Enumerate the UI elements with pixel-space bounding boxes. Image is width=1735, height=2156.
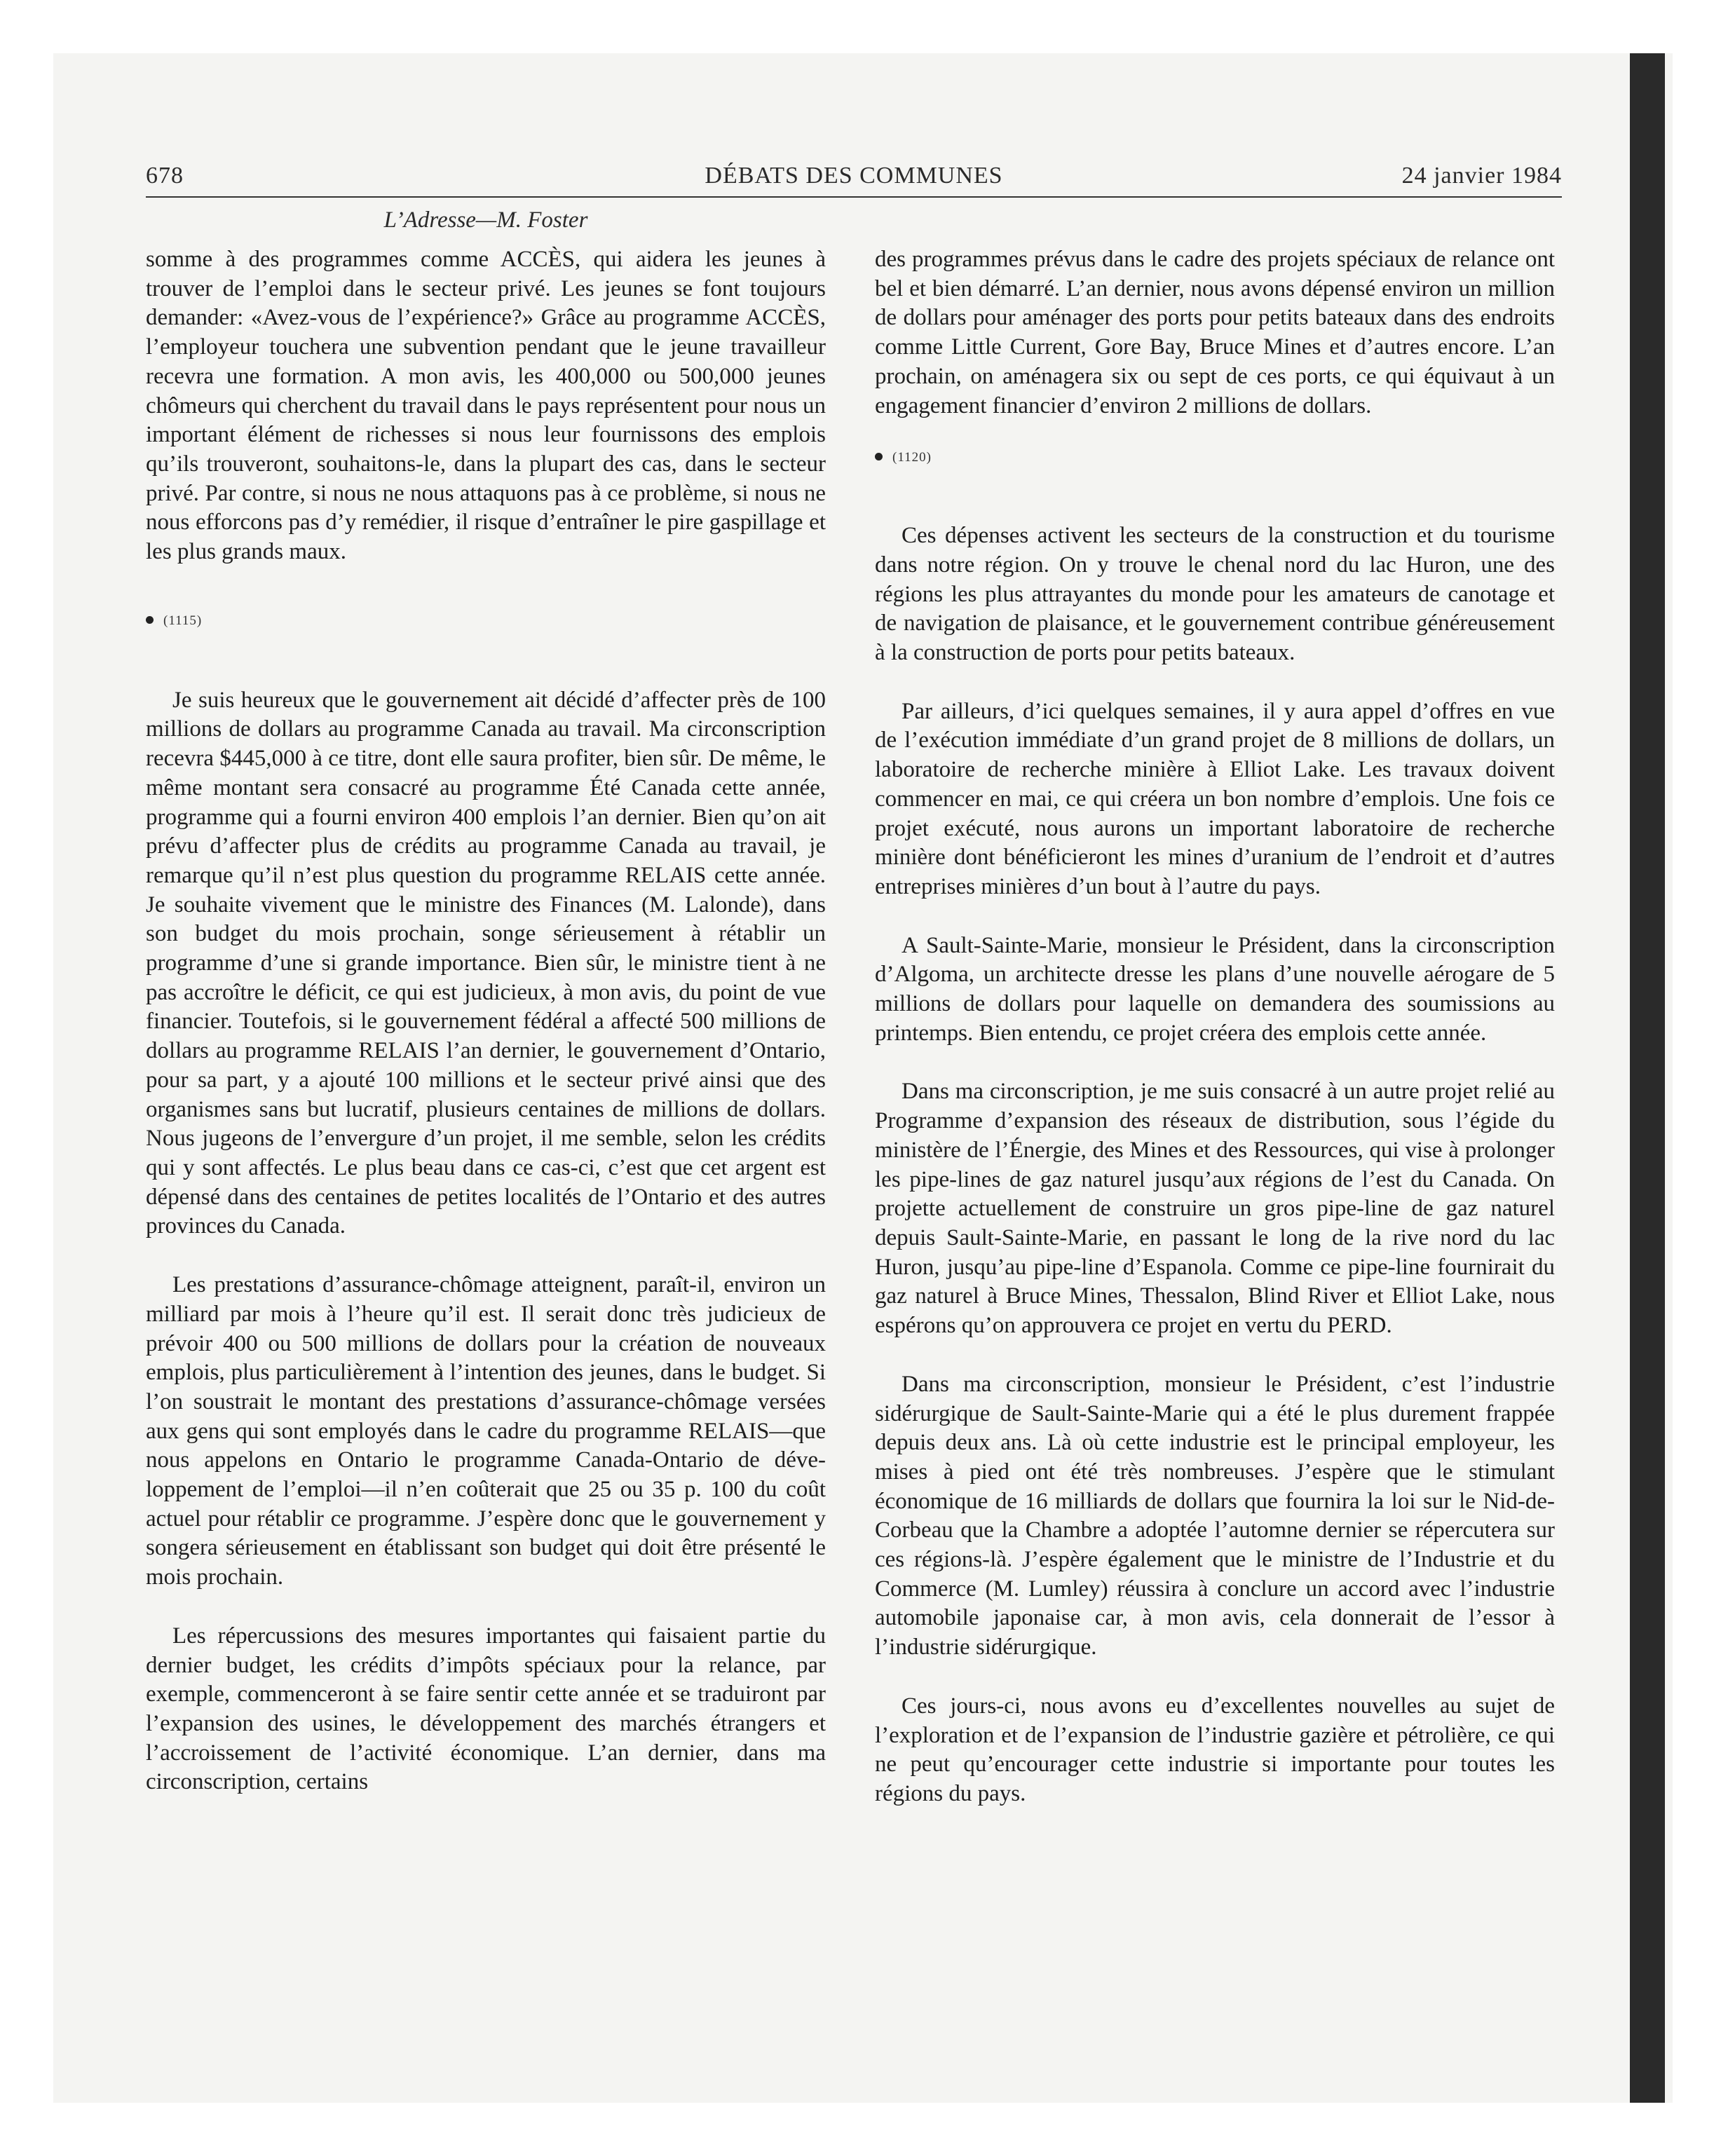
page-number: 678 — [146, 163, 184, 189]
paragraph: Ces dépenses activent les secteurs de la construction et du tourisme dans notre région. On y trouve le chenal nord du lac Huron, une des régions les plus attrayantes du monde pour les amateurs de canotage et de navigation de plaisance, et le gouvernement contribue généreusement à la construction de ports pour petits bateaux. — [875, 523, 1555, 666]
paragraph: Par ailleurs, d’ici quelques semaines, il y aura appel d’offres en vue de l’exécution immédiate d’un grand projet de 8 millions de dollars, un laboratoire de recherche minière à Elliot Lake. Les travaux doivent commencer en mai, ce qui créera un bon nombre d’emplois. Une fois ce projet exécuté, nous aurons un important laboratoire de recherche minière dont bénéficieront les mines d’uranium de l’endroit et d’autres entreprises minières d’un bout à l’autre du pays. — [875, 698, 1555, 899]
header-rule — [146, 196, 1562, 198]
running-head: L’Adresse—M. Foster — [383, 207, 588, 233]
time-marker-label: (1115) — [163, 613, 203, 628]
paragraph: Je suis heureux que le gouvernement ait décidé d’affecter près de 100 millions de dollars au programme Canada au travail. Ma circonscription recevra $445,000 à ce titre, dont elle saura profiter, bien sûr. De même, le même montant sera consacré au programme Été Canada cette année, programme qui a fourni environ 400 emplois l’an dernier. Bien qu’on ait prévu d’affecter plus de crédits au programme Canada au travail, je remarque qu’il n’est plus question du programme RELAIS cette année. Je souhaite vivement que le ministre des Finances (M. Lalonde), dans son budget du mois prochain, songe sérieusement à rétablir un programme d’une si grande importance. Bien sûr, le ministre tient à ne pas accroître le déficit, ce qui est judicieux, à mon avis, du point de vue financier. Toutefois, si le gouvernement fédéral a affecté 500 millions de dollars au programme RELAIS l’an dernier, le gouvernement d’Ontario, pour sa part, y a ajouté 100 millions et le secteur privé ainsi que des organismes sans but lucratif, plusieurs centaines de millions de dollars. Nous jugeons de l’envergure d’un projet, il me semble, selon les crédits qui y sont affectés. Le plus beau dans ce cas-ci, c’est que cet argent est dépensé dans des centaines de petites localités de l’Ontario et des autres provinces du Canada. — [146, 687, 826, 1239]
paragraph: Ces jours-ci, nous avons eu d’excellentes nouvelles au sujet de l’exploration et de l’expansion de l’industrie gazière et pétrolière, ce qui ne peut qu’encourager cette industrie si importante pour toutes les régions du pays. — [875, 1693, 1555, 1806]
journal-title: DÉBATS DES COMMUNES — [705, 163, 1003, 189]
time-marker — [875, 450, 1555, 465]
time-marker — [146, 613, 826, 629]
right-column — [875, 245, 1555, 1838]
scan-binding-edge — [1630, 53, 1665, 2103]
bullet-icon — [875, 453, 883, 460]
issue-date: 24 janvier 1984 — [1401, 163, 1562, 189]
paragraph: Dans ma circonscription, monsieur le Président, c’est l’industrie sidérurgique de Sault-Sainte-Marie qui a été le plus durement frappée depuis deux ans. Là où cette industrie est le principal employeur, les mises à pied ont été très nombreuses. J’espère que le stimulant économique de 16 milliards de dollars que fournira la loi sur le Nid-de-Corbeau que la Chambre a adoptée l’automne dernier se répercutera sur ces régions-là. J’espère également que le ministre de l’Industrie et du Commerce (M. Lumley) réussira à conclure un accord avec l’industrie automobile japonaise car, à mon avis, cela donnerait de l’essor à l’industrie sidérurgique. — [875, 1371, 1555, 1660]
left-column — [146, 245, 826, 1827]
paragraph: Les répercussions des mesures importantes qui faisaient partie du dernier budget, les crédits d’impôts spéciaux pour la relance, par exemple, commenceront à se faire sentir cette année et se traduiront par l’expansion des usines, le développement des marchés étrangers et l’accroissement de l’activité économique. L’an dernier, dans ma circonscription, certains — [146, 1623, 826, 1795]
bullet-icon — [146, 616, 154, 624]
paragraph: A Sault-Sainte-Marie, monsieur le Président, dans la circonscription d’Algoma, un architecte dresse les plans d’une nouvelle aérogare de 5 millions de dollars pour laquelle on demandera des soumissions au printemps. Bien entendu, ce projet créera des emplois cette année. — [875, 932, 1555, 1046]
time-marker-label: (1120) — [892, 450, 932, 465]
paragraph: Les prestations d’assurance-chômage atteignent, paraît-il, environ un milliard par mois à l’heure qu’il est. Il serait donc très judicieux de prévoir 400 ou 500 millions de dollars pour la création de nouveaux emplois, plus particulièrement à l’intention des jeunes, dans le budget. Si l’on soustrait le montant des prestations d’assurance-chômage versées aux gens qui sont employés dans le cadre du programme RELAIS—que nous appelons en Ontario le programme Canada-Ontario de développement de l’emploi—il n’en coûterait que 25 ou 35 p. 100 du coût actuel pour rétablir ce programme. J’espère donc que le gouvernement y songera sérieusement en établissant son budget qui doit être présenté le mois prochain. — [146, 1272, 826, 1590]
paragraph: Dans ma circonscription, je me suis consacré à un autre projet relié au Programme d’expansion des réseaux de distribution, sous l’égide du ministère de l’Énergie, des Mines et des Ressources, qui vise à prolonger les pipe-lines de gaz naturel jusqu’aux régions de l’est du Canada. On projette actuellement de construire un gros pipe-line de gaz naturel depuis Sault-Sainte-Marie, en passant le long de la rive nord du lac Huron, jusqu’au pipe-line d’Espanola. Comme ce pipe-line fournirait du gaz naturel à Bruce Mines, Thessalon, Blind River et Elliot Lake, nous espérons qu’on approuvera ce projet en vertu du PERD. — [875, 1079, 1555, 1339]
paragraph: des programmes prévus dans le cadre des projets spéciaux de relance ont bel et bien démarré. L’an dernier, nous avons dépensé environ un million de dollars pour aménager des ports pour petits bateaux dans des endroits comme Little Current, Gore Bay, Bruce Mines et d’autres encore. L’an prochain, on aménagera six ou sept de ces ports, ce qui équivaut à un engagement financier d’environ 2 millions de dollars. — [875, 247, 1555, 418]
paragraph: somme à des programmes comme ACCÈS, qui aidera les jeunes à trouver de l’emploi dans le secteur privé. Les jeunes se font toujours demander: «Avez-vous de l’expérience?» Grâce au programme ACCÈS, l’employeur touchera une subvention pendant que le jeune travailleur recevra une formation. A mon avis, les 400,000 ou 500,000 jeunes chômeurs qui cherchent du travail dans le pays représentent pour nous un important élément de richesses si nous leur fournissons des emplois qu’ils trouveront, souhaitons-le, dans la plupart des cas, dans le secteur privé. Par contre, si nous ne nous attaquons pas à ce problème, si nous ne nous efforcons pas d’y remédier, il risque d’entraîner le pire gaspillage et les plus grands maux. — [146, 247, 826, 565]
page-header — [146, 163, 1562, 193]
